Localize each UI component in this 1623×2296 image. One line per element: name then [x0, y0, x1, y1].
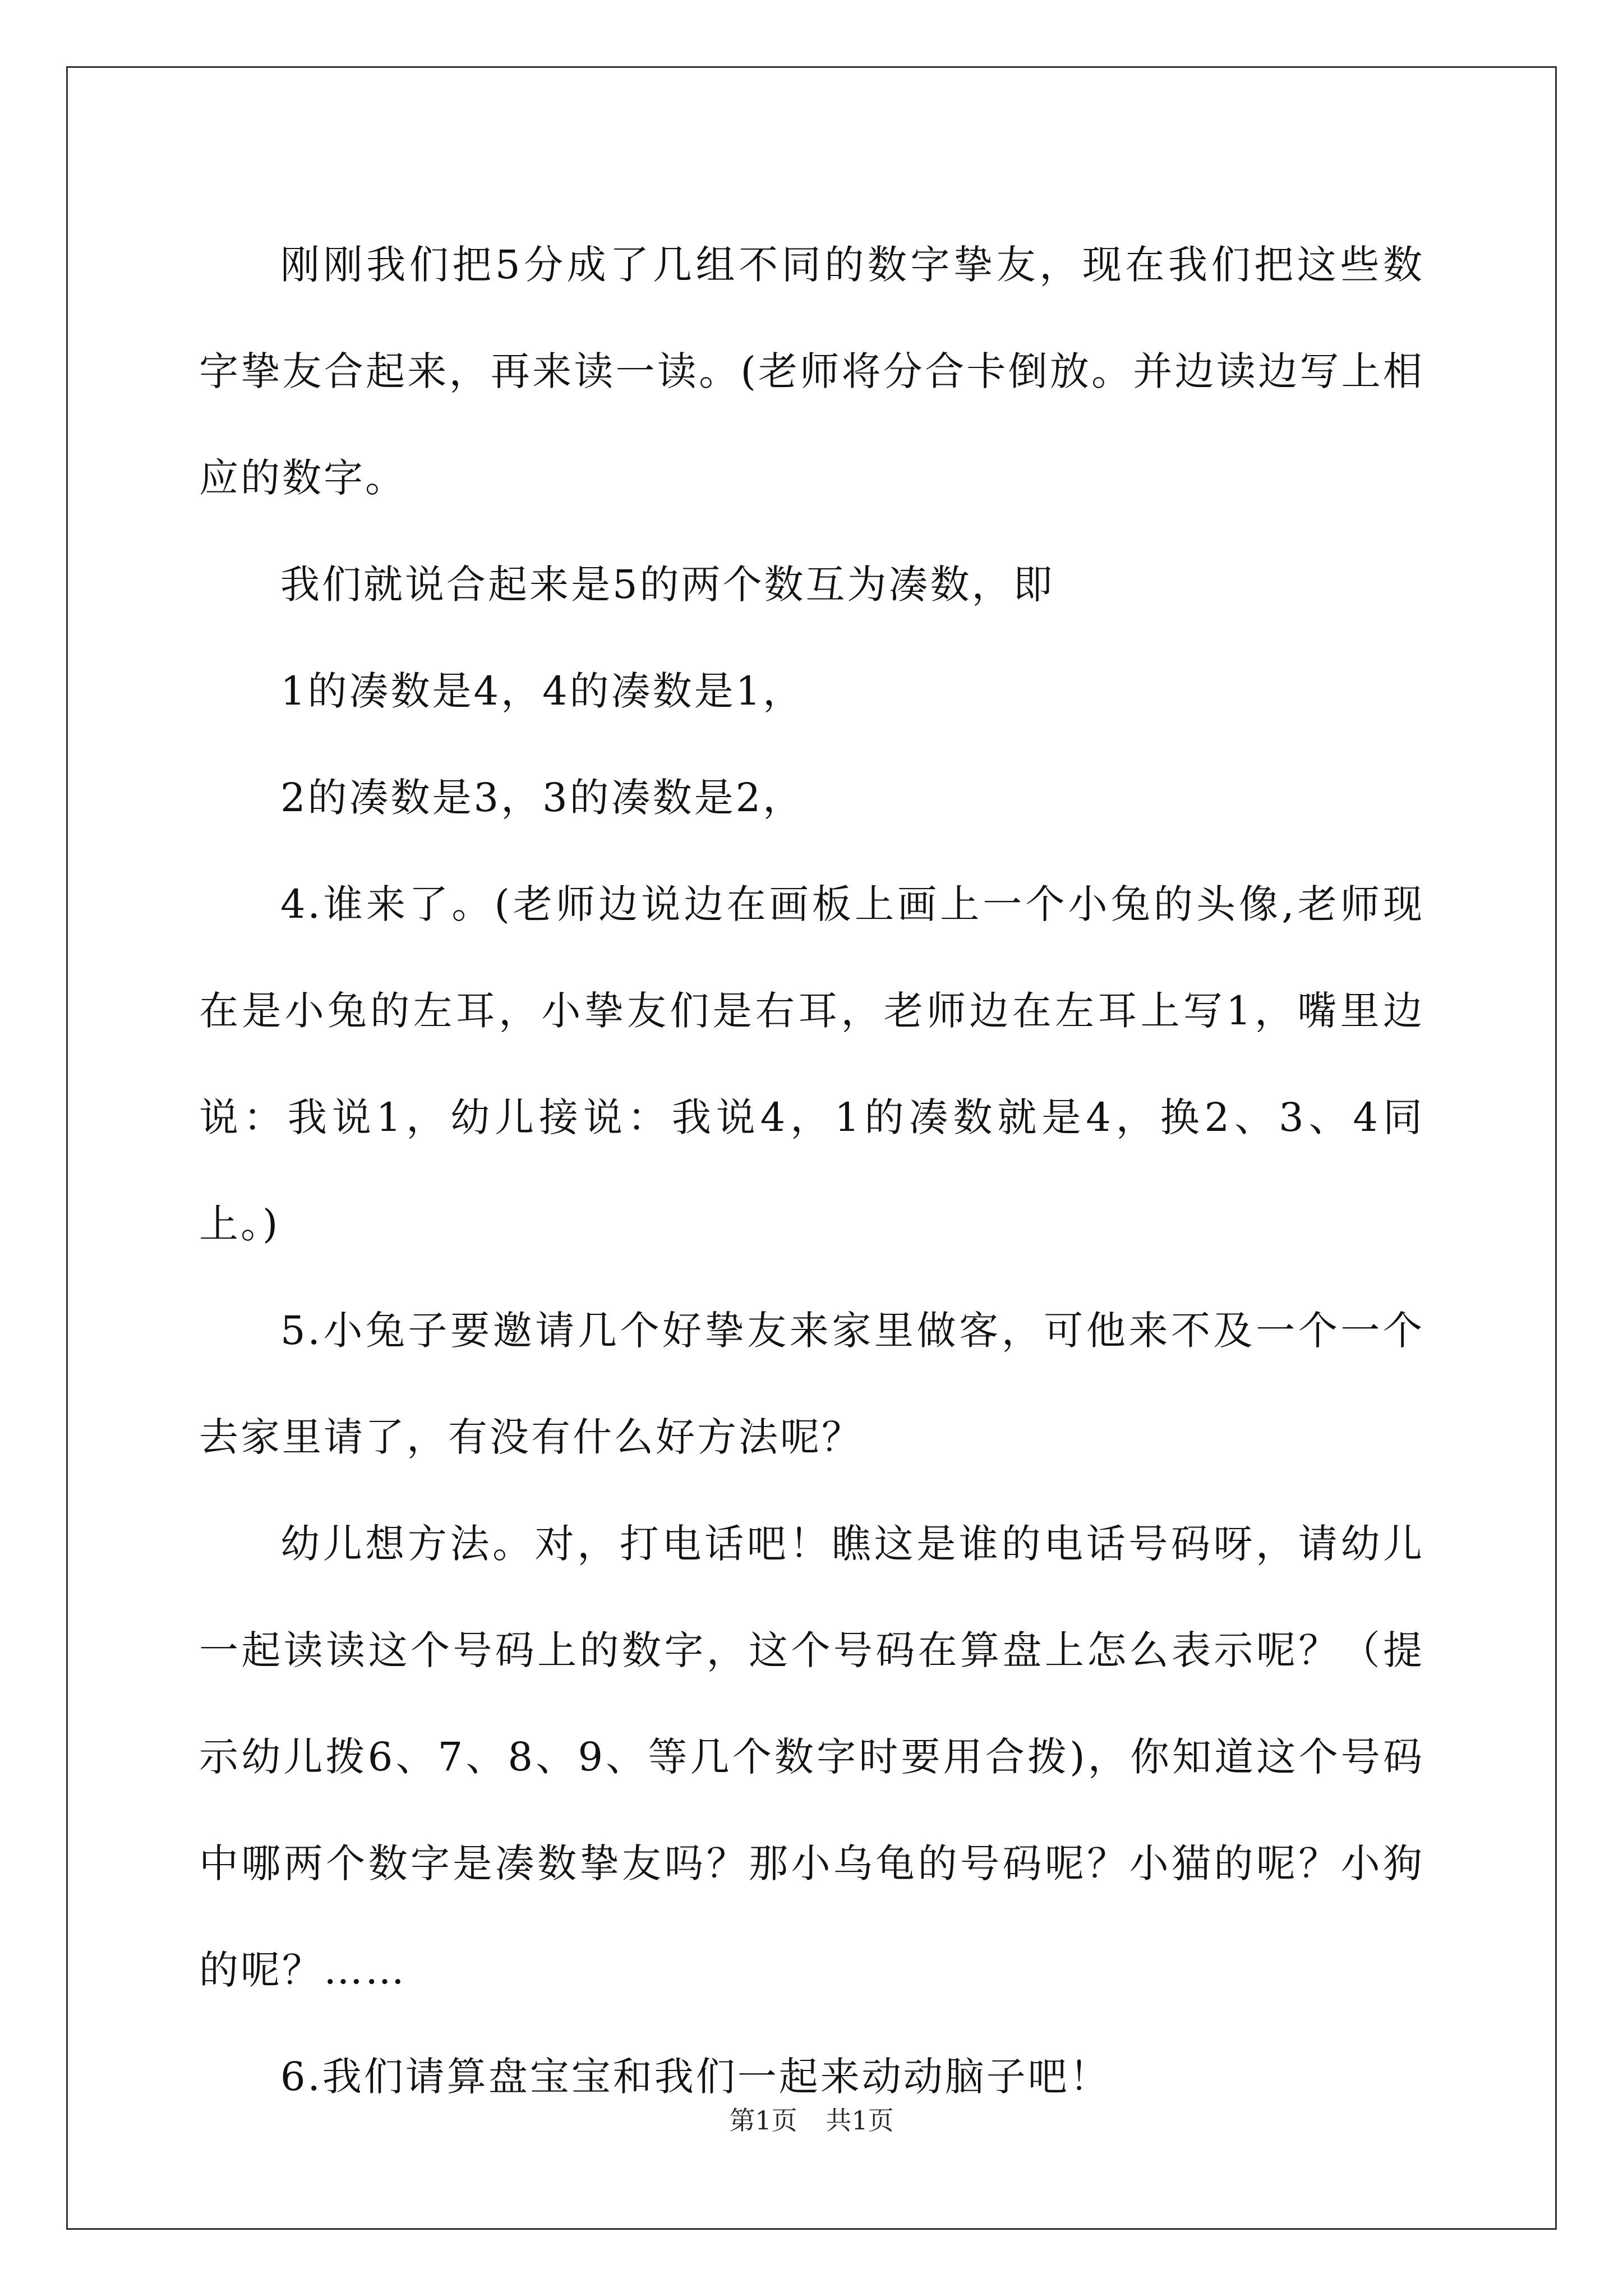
page-number-total: 共1页	[826, 2105, 894, 2136]
paragraph: 1的凑数是4，4的凑数是1，	[280, 668, 805, 714]
paragraph: 刚刚我们把5分成了几组不同的数字挚友，现在我们把这些数字挚友合起来，再来读一读。(老师将分合卡倒放。并边读边写上相应的数字。	[199, 242, 1424, 501]
paragraph: 4.谁来了。(老师边说边在画板上画上一个小兔的头像,老师现在是小兔的左耳，小挚友们是右耳，老师边在左耳上写1，嘴里边说：我说1，幼儿接说：我说4，1的凑数就是4，换2、3、4同上。)	[199, 881, 1424, 1247]
paragraph: 2的凑数是3，3的凑数是2，	[280, 775, 805, 821]
page-footer	[0, 2104, 1623, 2137]
document-body	[199, 211, 1424, 2130]
paragraph: 5.小兔子要邀请几个好挚友来家里做客，可他来不及一个一个去家里请了，有没有什么好方法呢？	[199, 1308, 1424, 1460]
paragraph: 我们就说合起来是5的两个数互为凑数，即	[280, 562, 1055, 608]
page-number-current: 第1页	[729, 2105, 797, 2136]
paragraph: 6.我们请算盘宝宝和我们一起来动动脑子吧！	[280, 2054, 1111, 2100]
paragraph: 幼儿想方法。对，打电话吧！瞧这是谁的电话号码呀，请幼儿一起读读这个号码上的数字，这个号码在算盘上怎么表示呢？（提示幼儿拨6、7、8、9、等几个数字时要用合拨)，你知道这个号码中哪两个数字是凑数挚友吗？那小乌龟的号码呢？小猫的呢？小狗的呢？……	[199, 1521, 1424, 1993]
